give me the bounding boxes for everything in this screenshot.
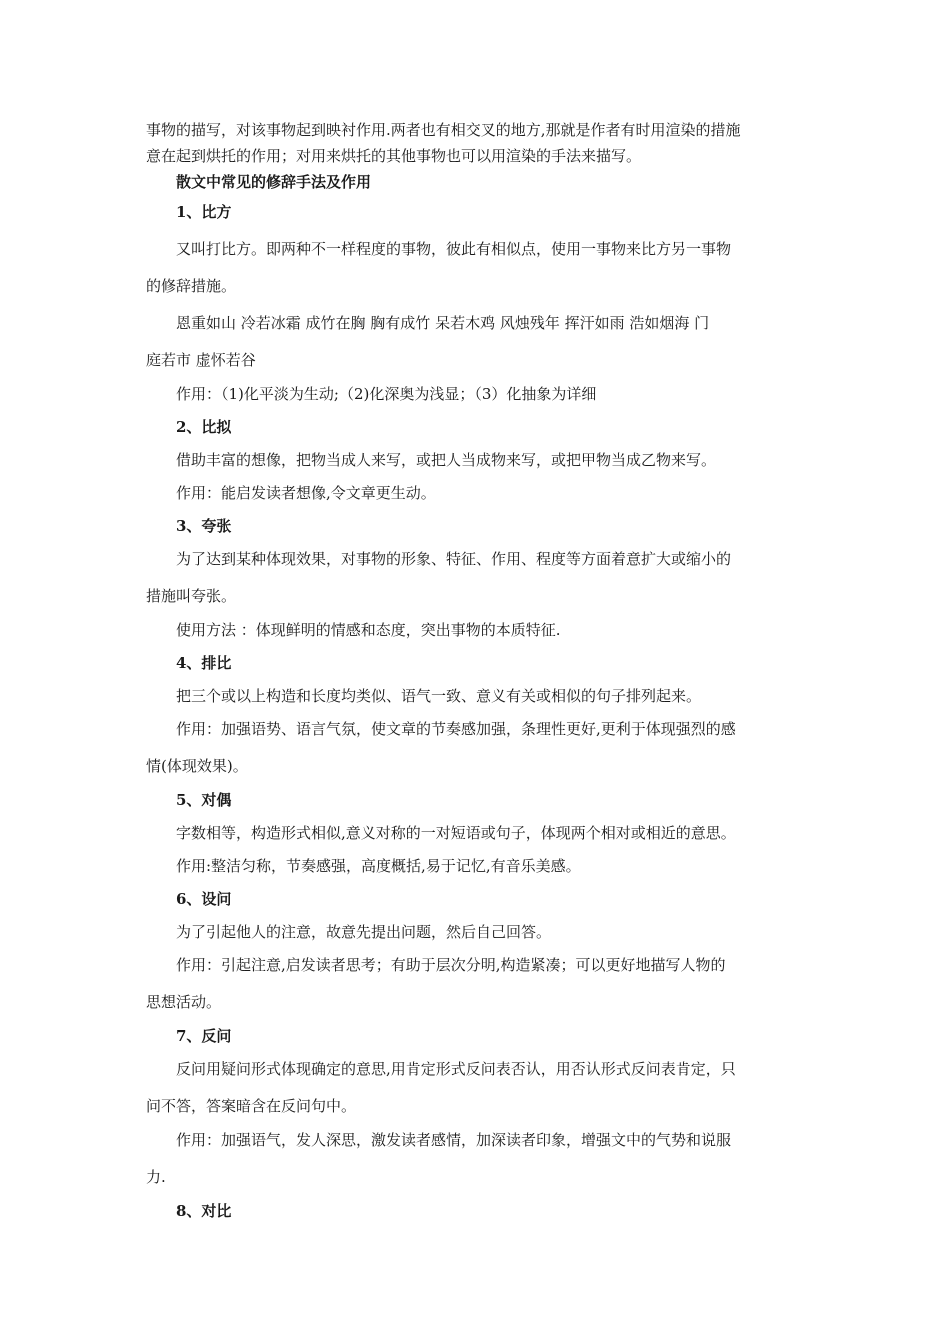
item-1-line-3: 恩重如山 冷若冰霜 成竹在胸 胸有成竹 呆若木鸡 风烛残年 挥汗如雨 浩如烟海 门 bbox=[176, 314, 710, 332]
item-1-line-5: 作用：（1)化平淡为生动;（2)化深奥为浅显；（3）化抽象为详细 bbox=[176, 385, 597, 403]
item-6-line-1: 为了引起他人的注意，故意先提出问题，然后自己回答。 bbox=[176, 923, 552, 941]
item-heading-2: 2、比拟 bbox=[176, 418, 232, 436]
item-heading-3: 3、夸张 bbox=[176, 517, 232, 535]
item-5-line-2: 作用:整洁匀称，节奏感强，高度概括,易于记忆,有音乐美感。 bbox=[176, 857, 581, 875]
item-1-line-2: 的修辞措施。 bbox=[146, 277, 237, 295]
item-heading-6: 6、设问 bbox=[176, 890, 232, 908]
item-6-line-2: 作用：引起注意,启发读者思考；有助于层次分明,构造紧凑；可以更好地描写人物的 bbox=[176, 956, 726, 974]
item-4-line-1: 把三个或以上构造和长度均类似、语气一致、意义有关或相似的句子排列起来。 bbox=[176, 687, 702, 705]
intro-line-1: 事物的描写，对该事物起到映衬作用.两者也有相交叉的地方,那就是作者有时用渲染的措施 bbox=[146, 121, 741, 139]
item-1-line-1: 又叫打比方。即两种不一样程度的事物，彼此有相似点，使用一事物来比方另一事物 bbox=[176, 240, 732, 258]
item-3-line-2: 措施叫夸张。 bbox=[146, 587, 237, 605]
item-1-line-4: 庭若市 虚怀若谷 bbox=[146, 351, 256, 369]
item-heading-1: 1、比方 bbox=[176, 203, 232, 221]
item-4-line-3: 情(体现效果)。 bbox=[146, 757, 248, 775]
intro-line-2: 意在起到烘托的作用；对用来烘托的其他事物也可以用渲染的手法来描写。 bbox=[146, 147, 642, 165]
item-heading-8: 8、对比 bbox=[176, 1202, 232, 1220]
item-3-line-1: 为了达到某种体现效果，对事物的形象、特征、作用、程度等方面着意扩大或缩小的 bbox=[176, 550, 732, 568]
item-heading-5: 5、对偶 bbox=[176, 791, 232, 809]
document-body bbox=[146, 120, 810, 1221]
item-2-line-2: 作用：能启发读者想像,令文章更生动。 bbox=[176, 484, 436, 502]
section-title: 散文中常见的修辞手法及作用 bbox=[176, 173, 372, 191]
item-4-line-2: 作用：加强语势、语言气氛，使文章的节奏感加强，条理性更好,更利于体现强烈的感 bbox=[176, 720, 736, 738]
item-heading-4: 4、排比 bbox=[176, 654, 232, 672]
item-6-line-3: 思想活动。 bbox=[146, 993, 222, 1011]
item-heading-7: 7、反问 bbox=[176, 1027, 232, 1045]
item-7-line-1: 反问用疑问形式体现确定的意思,用肯定形式反问表否认，用否认形式反问表肯定，只 bbox=[176, 1060, 736, 1078]
item-7-line-4: 力. bbox=[146, 1168, 166, 1186]
item-7-line-2: 问不答，答案暗含在反问句中。 bbox=[146, 1097, 357, 1115]
item-2-line-1: 借助丰富的想像，把物当成人来写，或把人当成物来写，或把甲物当成乙物来写。 bbox=[176, 451, 717, 469]
item-7-line-3: 作用：加强语气，发人深思，激发读者感情，加深读者印象，增强文中的气势和说服 bbox=[176, 1131, 732, 1149]
item-5-line-1: 字数相等，构造形式相似,意义对称的一对短语或句子，体现两个相对或相近的意思。 bbox=[176, 824, 736, 842]
item-3-line-3: 使用方法 ：体现鲜明的情感和态度，突出事物的本质特征. bbox=[176, 621, 561, 639]
